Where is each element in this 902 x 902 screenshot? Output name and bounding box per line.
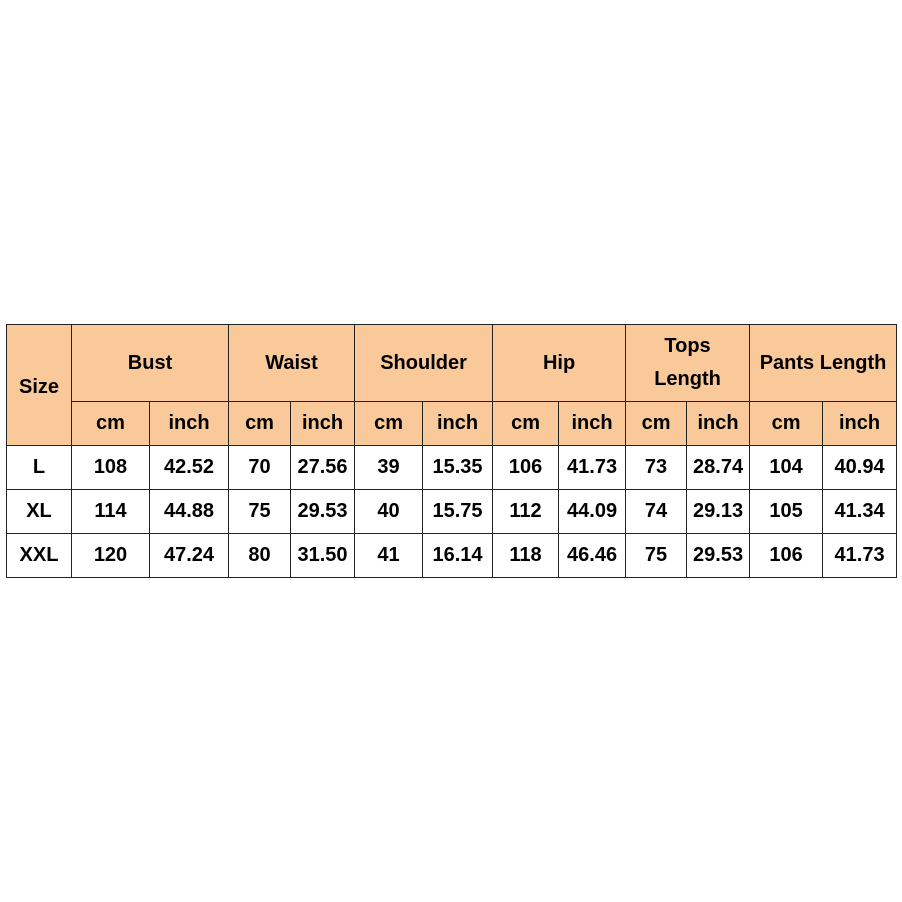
measurement-cell: 75 (626, 534, 687, 578)
measurement-cell: 70 (229, 446, 291, 490)
unit-header: cm (626, 402, 687, 446)
size-cell: L (7, 446, 72, 490)
unit-header: cm (229, 402, 291, 446)
unit-header: inch (291, 402, 355, 446)
shoulder-column-header: Shoulder (355, 325, 493, 402)
measurement-cell: 106 (750, 534, 823, 578)
measurement-cell: 44.88 (150, 490, 229, 534)
measurement-cell: 44.09 (559, 490, 626, 534)
unit-header: cm (72, 402, 150, 446)
header-row (7, 325, 897, 402)
hip-column-header: Hip (493, 325, 626, 402)
measurement-cell: 15.75 (423, 490, 493, 534)
measurement-cell: 114 (72, 490, 150, 534)
size-cell: XXL (7, 534, 72, 578)
measurement-cell: 28.74 (687, 446, 750, 490)
measurement-cell: 29.13 (687, 490, 750, 534)
unit-row (7, 402, 897, 446)
measurement-cell: 41.73 (559, 446, 626, 490)
table-row (7, 490, 897, 534)
measurement-cell: 15.35 (423, 446, 493, 490)
pants-length-column-header: Pants Length (750, 325, 897, 402)
waist-column-header: Waist (229, 325, 355, 402)
measurement-cell: 46.46 (559, 534, 626, 578)
measurement-cell: 41.73 (823, 534, 897, 578)
measurement-cell: 74 (626, 490, 687, 534)
table-row (7, 446, 897, 490)
table-row (7, 534, 897, 578)
measurement-cell: 104 (750, 446, 823, 490)
measurement-cell: 106 (493, 446, 559, 490)
measurement-cell: 75 (229, 490, 291, 534)
measurement-cell: 108 (72, 446, 150, 490)
unit-header: cm (493, 402, 559, 446)
measurement-cell: 27.56 (291, 446, 355, 490)
measurement-cell: 41 (355, 534, 423, 578)
measurement-cell: 29.53 (291, 490, 355, 534)
unit-header: inch (687, 402, 750, 446)
measurement-cell: 80 (229, 534, 291, 578)
unit-header: inch (150, 402, 229, 446)
unit-header: cm (355, 402, 423, 446)
measurement-cell: 105 (750, 490, 823, 534)
measurement-cell: 73 (626, 446, 687, 490)
unit-header: inch (423, 402, 493, 446)
measurement-cell: 42.52 (150, 446, 229, 490)
measurement-cell: 16.14 (423, 534, 493, 578)
unit-header: inch (559, 402, 626, 446)
measurement-cell: 31.50 (291, 534, 355, 578)
measurement-cell: 41.34 (823, 490, 897, 534)
tops-length-column-header: Tops Length (626, 325, 750, 402)
measurement-cell: 47.24 (150, 534, 229, 578)
measurement-cell: 29.53 (687, 534, 750, 578)
size-cell: XL (7, 490, 72, 534)
measurement-cell: 120 (72, 534, 150, 578)
measurement-cell: 39 (355, 446, 423, 490)
measurement-cell: 118 (493, 534, 559, 578)
measurement-cell: 40.94 (823, 446, 897, 490)
measurement-cell: 40 (355, 490, 423, 534)
unit-header: cm (750, 402, 823, 446)
size-column-header: Size (7, 325, 72, 446)
bust-column-header: Bust (72, 325, 229, 402)
size-chart-table (6, 324, 897, 578)
unit-header: inch (823, 402, 897, 446)
measurement-cell: 112 (493, 490, 559, 534)
